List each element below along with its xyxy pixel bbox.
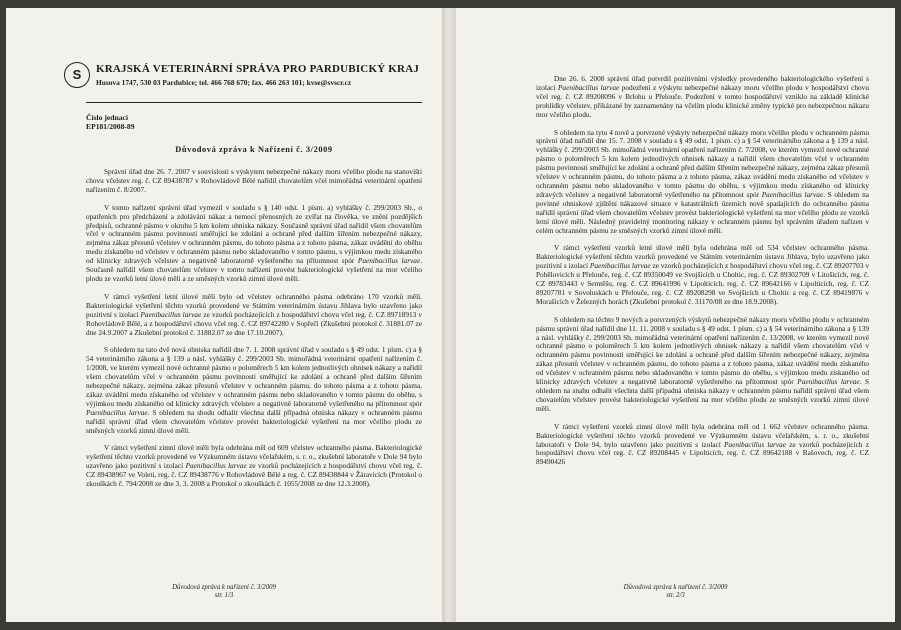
- document-page-left: [6, 8, 442, 622]
- footer-title: Důvodová zpráva k nařízení č. 3/2009: [172, 584, 276, 591]
- page-number: str. 2/3: [666, 592, 685, 599]
- reference-label: Číslo jednací: [86, 113, 128, 122]
- organization-address: Husova 1747, 530 03 Pardubice; tel. 466 768 670; fax. 466 263 101; kvse@svscr.cz: [96, 78, 352, 87]
- paragraph: V rámci vyšetření vzorků letní úlové měli byla odebrána měl od 534 včelstev ochranného pásma. Bakteriologické vyšetření těchto vzorků provedené ve Státním veterinárním ústavu Jihlava, bylo uzavřeno jako pozitivní s izolací Paenibacillus larvae ze vzorků pocházejících z hospodářství chovu včel reg. č. CZ 89207703 v Pobělovicích u Přelouče, reg. č. CZ 89350049 ve Svojšicích u Choltic, reg. č. CZ 89302709 v Litošicích, reg. č. CZ 89783443 v Semtěšu, reg. č. CZ 89641996 v Lipolticích, reg. č. CZ 89642166 v Lipolticích, reg. č. CZ 89207781 v Sovoluskách u Přelouče, reg. č. CZ 89208298 ve Svojšicích u Choltic a reg. č. CZ 89419876 v Morašicích v Železných horách (Zkušební protokol č. 31170/08 ze dne 18.9.2008).: [536, 243, 870, 306]
- page-footer: [456, 584, 895, 600]
- paragraph: S ohledem na tato dvě nová ohniska nařídil dne 7. 1. 2008 správní úřad v souladu s § 49 odst. 1 písm. c) a § 54 veterinárního zákona a § 139 a násl. vyhlášky č. 299/2003 Sb. mimořádná veterinární opatření nařízením č. 1/2008, ve kterém vymezil nové ochranné pásmo o poloměrech 5 km kolem jednotlivých ohnisek nákazy a nařídil všem chovatelům včel v ochranném pásmu povinnosti směřující ke zdolání a ochraně před dalším šířením nebezpečné nákazy, zejména zákaz přesunů včelstev v ochranném pásmu, do tohoto pásma a z tohoto pásma, zákaz uvádění medu získaného od včelstev v ochranném pásmu nebo skladovaného v tomto pásmu do oběhu, s výjimkou medu získaného od klinicky zdravých včelstev a negativně laboratorně vyšetřeného na přítomnost spór Paenibacillus larvae. S ohledem na shodu odhalit všechna další případná ohniska nákazy v ochranném pásmu nařídil správní úřad všem chovatelům včelstev provést bakteriologické vyšetření na mor včelího plodu ze směsných vzorků zimní úlové měli.: [86, 345, 422, 435]
- paragraph: S ohledem na tyto 4 nově a potvrzené výskyty nebezpečné nákazy moru včelího plodu v ochranném pásmu správní úřad nařídil dne 15. 7. 2008 v souladu s § 49 odst. 1 písm. c) a § 54 veterinárního zákona a § 139 a násl. vyhlášky č. 299/2003 Sb. mimořádná veterinární opatření nařízením č. 7/2008, ve kterém vymezil nové ochranné pásmo o poloměrech 5 km kolem jednotlivých ohnisek nákazy a nařídil všem chovatelům včel v ochranném pásmu povinnosti směřující ke zdolání a ochraně před dalším šířením nebezpečné nákazy, zejména zákaz přesunů včelstev v ochranném pásmu, do tohoto pásma a z tohoto pásma, zákaz uvádění medu získaného od včelstev v ochranném pásmu nebo skladovaného v tomto pásmu do oběhu, s výjimkou medu získaného od klinicky zdravých včelstev a negativně laboratorně vyšetřeného na přítomnost spór Paenibacillus larvae. S ohledem na povinné ohniskové zjištění nákazové situace v katastrálních územích nově spadajících do ochranného pásma nařídil správní úřad všem chovatelům včelstev provést bakteriologické vyšetření na mor včelího plodu ze vzorků letní úlové měli. Následný pravidelný monitoring nákazy v ochranném pásmu byl správním úřadem nařízen v celém ochranném pásmu ze směsných vzorků zimní úlové měli.: [536, 127, 869, 235]
- letterhead: [72, 58, 422, 103]
- page-gutter: [442, 8, 456, 622]
- paragraph: V tomto nařízení správní úřad vymezil v souladu s § 140 odst. 1 písm. a) vyhlášky č. 299/2003 Sb., o opatřeních pro předcházení a zdolávání nákaz a nemocí přenosných ze zvířat na člověka, ve znění pozdějších předpisů, ochranné pásmo v okruhu 5 km kolem ohniska nákazy. Současně správní úřad nařídil všem chovatelům včel v ochranném pásmu povinnosti směřující ke zdolání a ochraně před dalším šířením nebezpečné nákazy, zejména zákaz přesunů včelstev v ochranném pásmu, do tohoto pásma a z tohoto pásma, zákaz uvádění do oběhu medu získaného od včelstev v ochranném pásmu nebo skladovaného v tomto pásmu, s výjimkou medu získaného od klinicky zdravých včelstev a negativně laboratorně vyšetřeného na přítomnost spór Paenibacillus larvae. Současně nařídil všem chovatelům včelstev v tomto nařízení provést bakteriologické vyšetření na mor včelího plodu ze vzorků letní úlové měli a ze směsných vzorků zimní úlové měli.: [86, 202, 423, 283]
- paragraph: V rámci vyšetření vzorků zimní úlové měli byla odebrána měl od 1 662 včelstev ochranného pásma. Bakteriologické vyšetření těchto vzorků provedené ve Výzkumném ústavu včelařském, s. r. o., zkušební laboratoři v Dole 94, bylo uzavřeno jako pozitivní s izolací Paenibacillus larvae ze vzorků pocházejících z hospodářství chovu včel reg. č. CZ 89208445 v Lipolticích, reg. č. CZ 89642188 v Rašovech, reg. č. CZ 89490426: [536, 421, 869, 467]
- footer-title: Důvodová zpráva k nařízení č. 3/2009: [623, 584, 728, 591]
- paragraph: Dne 26. 6. 2008 správní úřad potvrdil pozitivními výsledky provedeného bakteriologického vyšetření s izolací Paenibacillus larvae podezření z výskytu nebezpečné nákazy moru včelího plodu v hospodářství chovu včel reg. č. CZ 89208096 v Brlohu u Přelouče. Podezření v tomto hospodářství vzniklo na základě klinické prohlídky včelstev, přikázané by zaznamenány na včelím plodu klinické změny typické pro nebezpečnou nákazu mor včelího plodu.: [536, 74, 869, 119]
- paragraph: Správní úřad dne 26. 7. 2007 v souvislosti s výskytem nebezpečné nákazy moru včelího plodu na stanovišti chovu včelstev reg. č. CZ 89438787 v Rohovládově Bělé nařídil chovatelům včel mimořádná veterinární opatření nařízením č. 8/2007.: [86, 167, 422, 194]
- document-title: Důvodová zpráva k Nařízení č. 3/2009: [175, 145, 333, 154]
- paragraph: V rámci vyšetření letní úlové měli bylo od včelstev ochranného pásma odebráno 170 vzorků měli. Bakteriologické vyšetření těchto vzorků provedené ve Státním veterinárním ústavu Jihlava bylo uzavřeno jako pozitivní s izolací Paenibacillus larvae ze vzorků pocházejících z hospodářství chovu včel reg. č. CZ 89718913 v Rohovládově Bělé, a z hospodářství chovu včel reg. č. CZ 89742280 v Sopřeči (Zkušební protokol č. 31881.07 ze dne 24.9.2007 a Zkušební protokol č. 31882.07 ze dne 17.10.2007).: [86, 291, 423, 337]
- paragraph: V rámci vyšetření zimní úlové měli byla odebrána měl od 609 včelstev ochranného pásma. Bakteriologické vyšetření těchto vzorků provedené ve Výzkumném ústavu včelařském, s. r. o., zkušební laboratoře v Dole 94 bylo uzavřeno jako pozitivní s izolací Paenibacillus larvae ze vzorků pocházejících z hospodářství chovu včel reg. č. CZ 89438967 ve Voleti, reg. č. CZ 89438776 v Rohovládově Bělé a reg. č. CZ 89438844 v Žáravicích (Protokol o zkouškách č. 794/2008 ze dne 3. 3. 2008 a Protokol o zkouškách č. 1055/2008 ze dne 12.3.2008).: [86, 443, 423, 489]
- paragraph: S ohledem na těchto 9 nových a potvrzených výskytů nebezpečné nákazy moru včelího plodu v ochranném pásmu správní úřad nařídil dne 11. 11. 2008 v souladu s § 49 odst. 1 písm. c) a § 54 veterinárního zákona a § 139 a násl. vyhlášky č. 299/2003 Sb. mimořádná veterinární opatření nařízením č. 13/2008, ve kterém vymezil nové ochranné pásmo o poloměrech 5 km kolem jednotlivých ohnisek nákazy a nařídil všem chovatelům včel v ochranném pásmu povinnosti směřující ke zdolání a ochraně před dalším šířením nebezpečné nákazy, zejména zákaz přesunů včelstev v ochranném pásmu, do tohoto pásma a z tohoto pásma, zákaz uvádění medu získaného od včelstev v ochranném pásmu nebo skladovaného v tomto pásmu do oběhu, s výjimkou medu získaného od klinicky zdravých včelstev a negativně laboratorně vyšetřeného na přítomnost spór Paenibacillus larvae. S ohledem na snahu odhalit všechna další případná ohniska nákazy v ochranném pásmu nařídil správní úřad všem chovatelům včelstev provést bakteriologické vyšetření na mor včelího plodu ze směsných vzorků zimní úlové měli.: [536, 314, 869, 413]
- document-page-right: [456, 8, 895, 622]
- page-number: str. 1/3: [214, 592, 234, 599]
- svs-logo-icon: S: [64, 62, 90, 88]
- reference-number: EP181/2008-89: [86, 122, 135, 131]
- page-footer: [6, 584, 442, 600]
- organization-name: KRAJSKÁ VETERINÁRNÍ SPRÁVA PRO PARDUBICKÝ KRAJ: [96, 63, 420, 75]
